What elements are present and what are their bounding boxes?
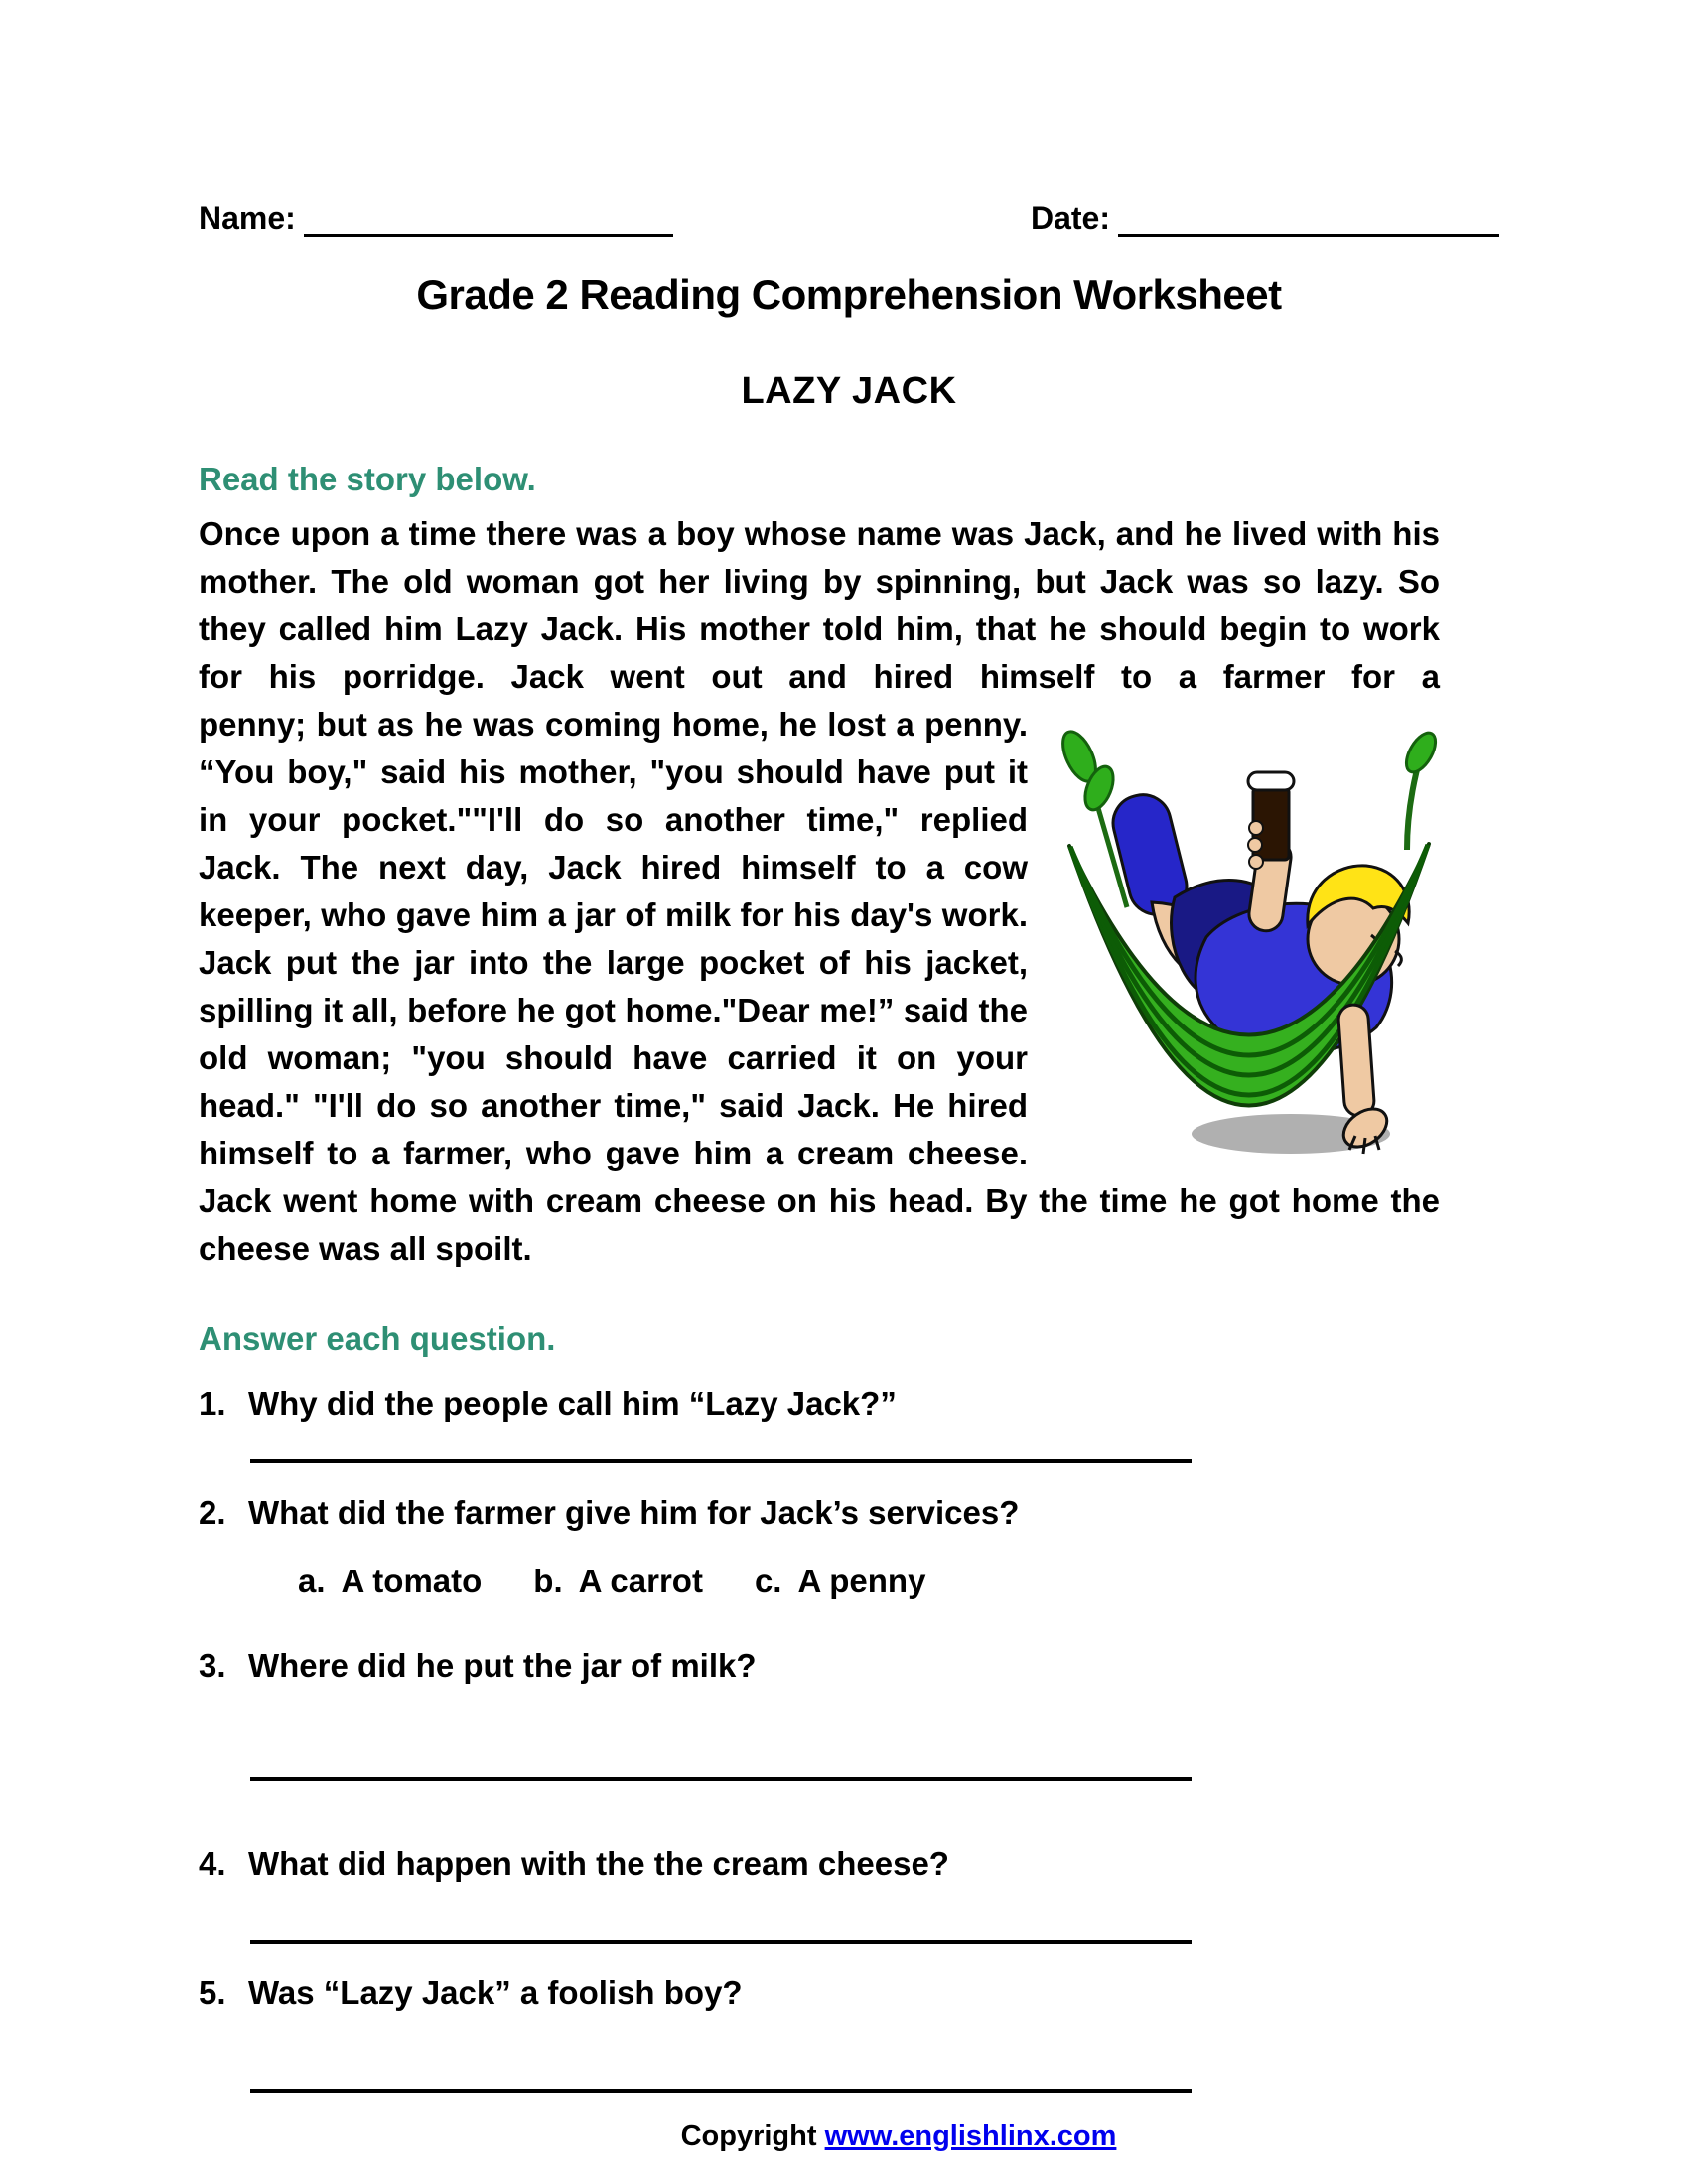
question-3-number: 3.: [199, 1647, 226, 1684]
question-5-number: 5.: [199, 1975, 226, 2011]
option-c-letter: c.: [754, 1563, 782, 1599]
option-b[interactable]: [533, 1563, 703, 1600]
question-5: [199, 1974, 1440, 2013]
option-c-text: A penny: [797, 1563, 926, 1599]
question-1-text: Why did the people call him “Lazy Jack?”: [248, 1385, 897, 1422]
date-label: Date:: [1030, 201, 1110, 236]
footer: [199, 2120, 1440, 2153]
answer-line-3[interactable]: [250, 1940, 1192, 1944]
option-a-letter: a.: [298, 1563, 326, 1599]
answer-line-1[interactable]: [250, 1459, 1192, 1463]
answer-line-4[interactable]: [250, 2089, 1192, 2093]
option-a[interactable]: [298, 1563, 482, 1600]
leaf-icon: [1400, 728, 1440, 776]
question-2-options: [298, 1563, 1440, 1600]
name-input-line[interactable]: [304, 199, 673, 237]
question-2: [199, 1493, 1440, 1533]
lazy-jack-hammock-illustration: [1057, 709, 1440, 1158]
answer-line-2[interactable]: [250, 1777, 1192, 1781]
story-paragraph-part2-text: penny; but as he was coming home, he lost a penny. “You boy," said his mother, "you should have put it in your pocket.""I'll do so another time," replied Jack. The next day, Jack hired himself to a cow keeper, who gave him a jar of milk for his day's work. Jack put the jar into the large pocket of his jacket, spilling it all, before he got home."Dear me!” said the old woman; "you should have carried it on your head." "I'll do so another time," said Jack. He hired himself to a farmer, who gave him a cream cheese. Jack went home with cream cheese on his head. By the time he got home the cheese was all spoilt.: [199, 706, 1440, 1267]
question-1-number: 1.: [199, 1385, 226, 1422]
answer-instruction-heading: Answer each question.: [199, 1320, 556, 1357]
question-4-text: What did happen with the the cream cheese?: [248, 1845, 949, 1882]
question-3: [199, 1646, 1440, 1686]
story-title: LAZY JACK: [741, 370, 957, 412]
question-1: [199, 1384, 1440, 1424]
option-b-letter: b.: [533, 1563, 563, 1599]
question-5-text: Was “Lazy Jack” a foolish boy?: [248, 1975, 743, 2011]
story-paragraph-part2: [199, 701, 1440, 1273]
question-2-number: 2.: [199, 1494, 226, 1531]
question-3-text: Where did he put the jar of milk?: [248, 1647, 757, 1684]
option-c[interactable]: [755, 1563, 926, 1600]
name-label: Name:: [199, 201, 296, 236]
read-instruction-heading: Read the story below.: [199, 461, 536, 497]
englishlinx-link[interactable]: www.englishlinx.com: [824, 2120, 1117, 2152]
page-title: Grade 2 Reading Comprehension Worksheet: [416, 271, 1282, 318]
question-4-number: 4.: [199, 1845, 226, 1882]
option-a-text: A tomato: [341, 1563, 483, 1599]
question-4: [199, 1844, 1440, 1884]
copyright-label: Copyright: [680, 2120, 817, 2152]
question-2-text: What did the farmer give him for Jack’s services?: [248, 1494, 1020, 1531]
option-b-text: A carrot: [578, 1563, 703, 1599]
header-row: [199, 199, 1499, 237]
story-text: [199, 510, 1440, 1273]
story-paragraph-part1: Once upon a time there was a boy whose name was Jack, and he lived with his mother. The old woman got her living by spinning, but Jack was so lazy. So they called him Lazy Jack. His mother told him, that he should begin to work for his porridge. Jack went out and hired himself to a farmer for a: [199, 515, 1440, 695]
date-input-line[interactable]: [1118, 199, 1499, 237]
